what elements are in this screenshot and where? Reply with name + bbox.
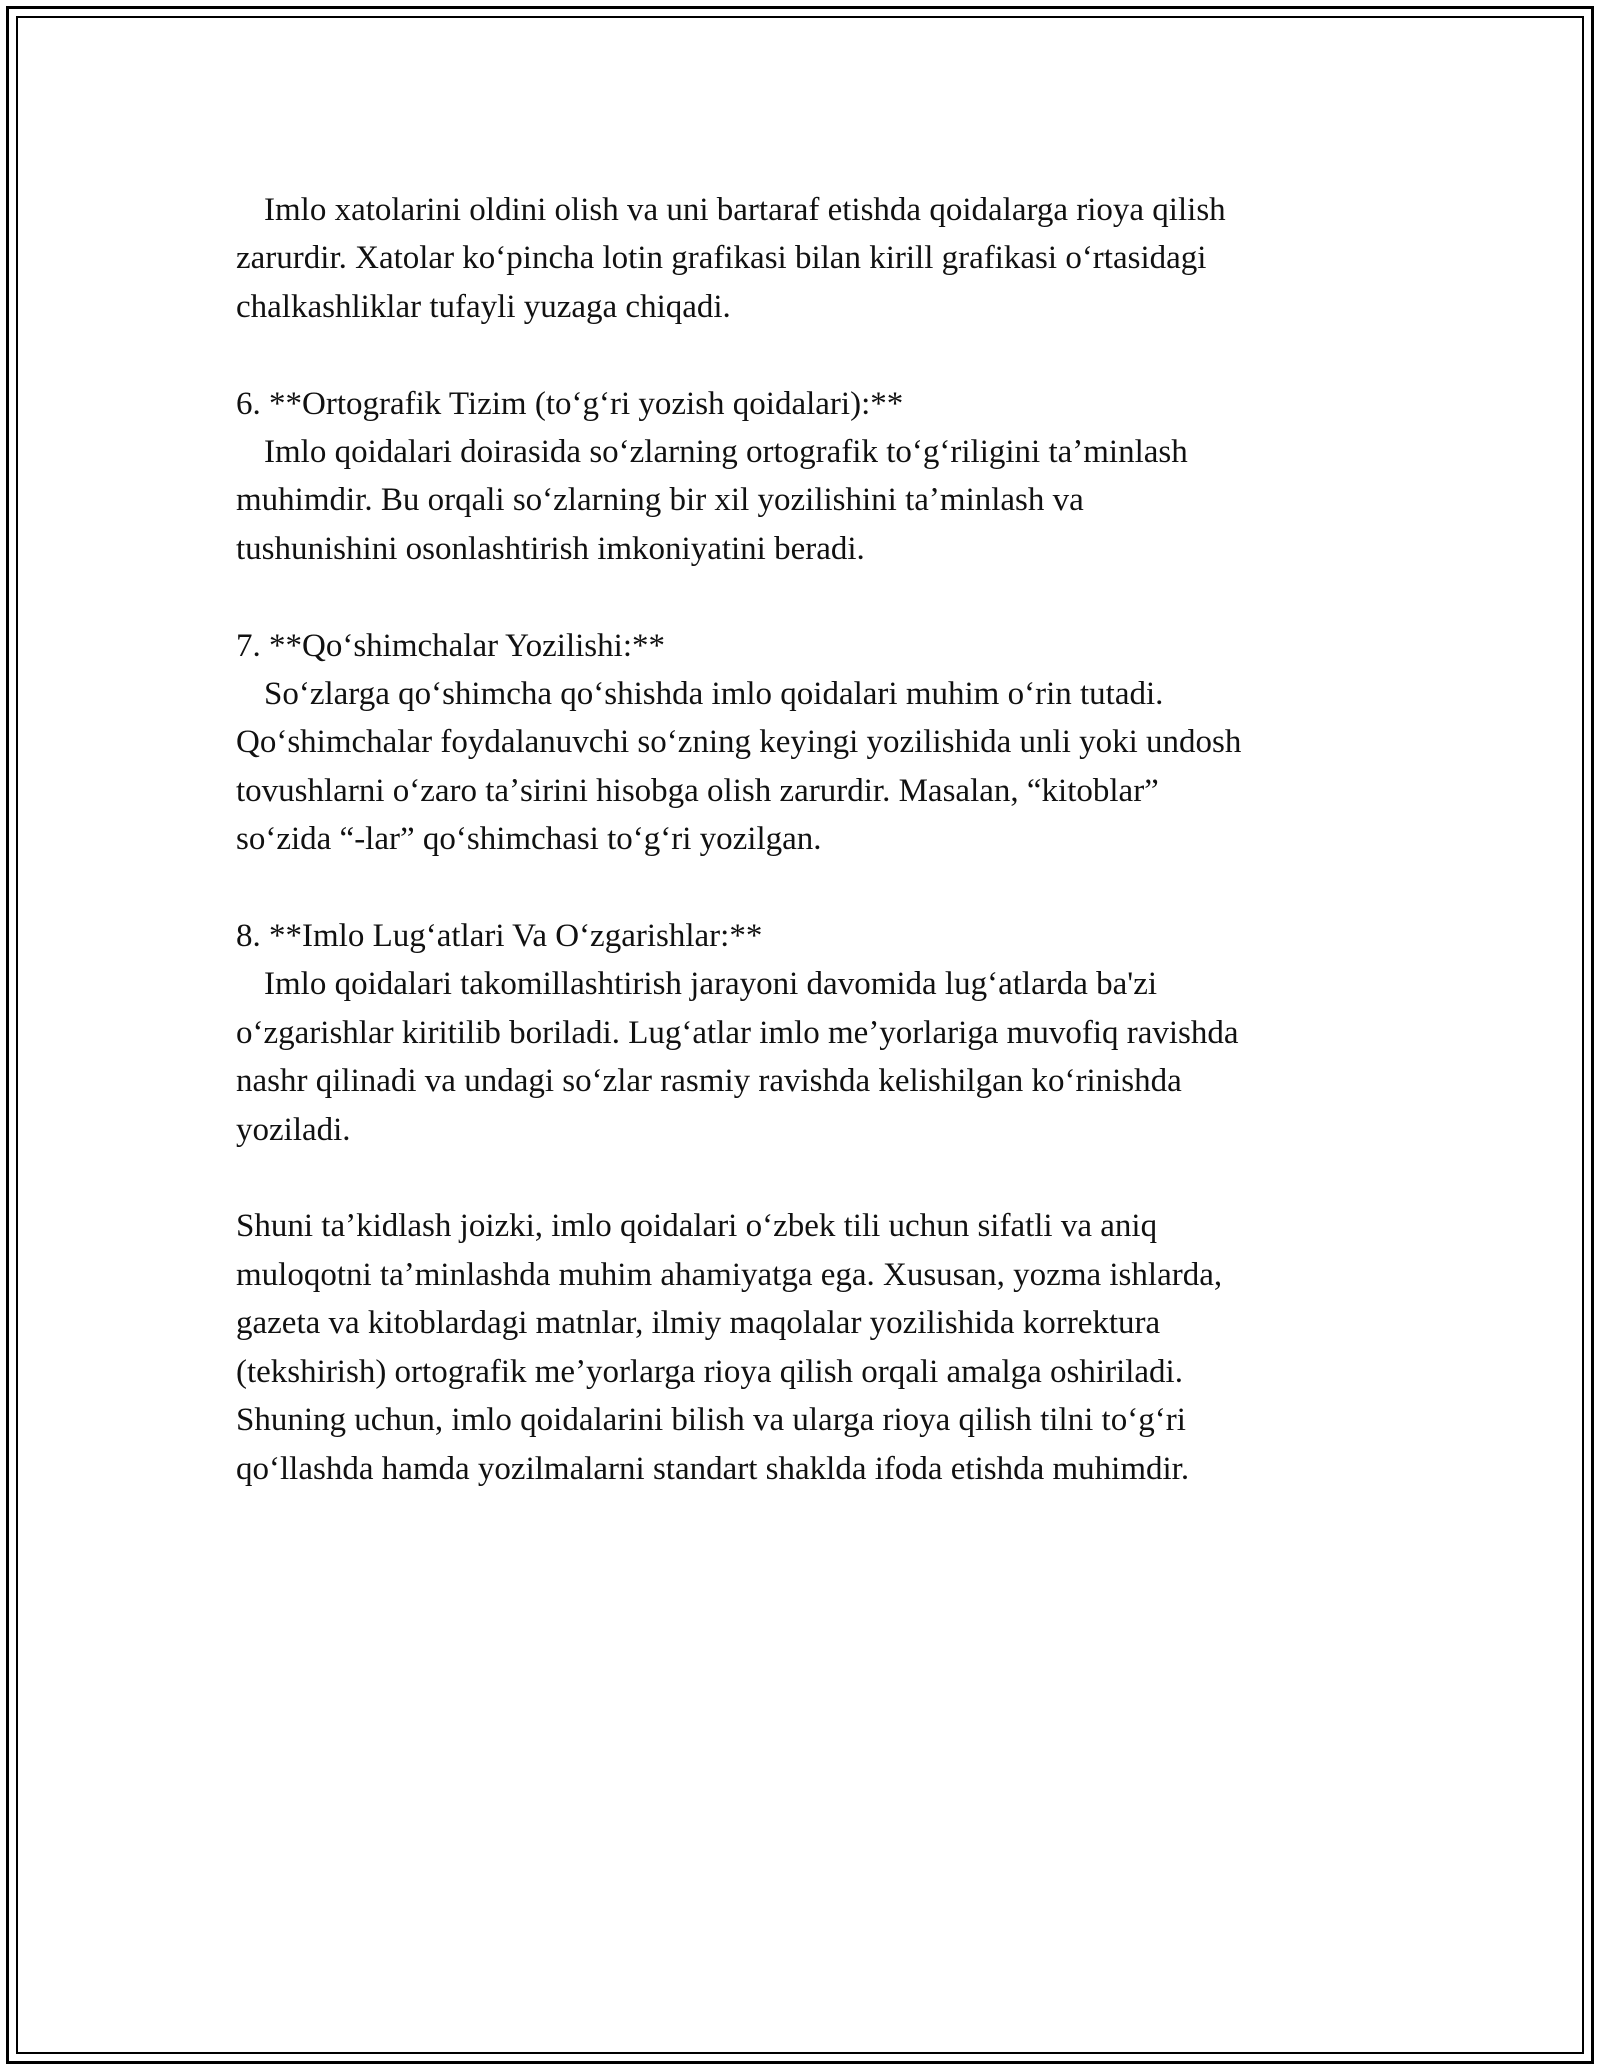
text-line: gazeta va kitoblardagi matnlar, ilmiy maqolalar yozilishida korrektura bbox=[236, 1305, 1161, 1342]
text-line: muhimdir. Bu orqali soʻzlarning bir xil yozilishini taʼminlash va bbox=[236, 482, 1084, 519]
text-line: Soʻzlarga qoʻshimcha qoʻshishda imlo qoidalari muhim oʻrin tutadi. bbox=[264, 676, 1164, 713]
document-body bbox=[236, 186, 1386, 1493]
text-line: muloqotni taʼminlashda muhim ahamiyatga ega. Xususan, yozma ishlarda, bbox=[236, 1256, 1223, 1293]
text-line: tovushlarni oʻzaro taʼsirini hisobga olish zarurdir. Masalan, “kitoblar” bbox=[236, 772, 1159, 809]
text-line: oʻzgarishlar kiritilib boriladi. Lugʻatlar imlo meʼyorlariga muvofiq ravishda bbox=[236, 1014, 1239, 1051]
text-line: qoʻllashda hamda yozilmalarni standart shaklda ifoda etishda muhimdir. bbox=[236, 1450, 1190, 1487]
text-line: Imlo xatolarini oldini olish va uni bartaraf etishda qoidalarga rioya qilish bbox=[264, 192, 1226, 228]
text-line: Shuning uchun, imlo qoidalarini bilish va ularga rioya qilish tilni toʻgʻri bbox=[236, 1402, 1186, 1439]
paragraph-spacer bbox=[236, 864, 1386, 912]
section-heading: 8. **Imlo Lugʻatlari Va Oʻzgarishlar:** bbox=[236, 918, 763, 955]
paragraph-spacer bbox=[236, 331, 1386, 379]
intro-paragraph bbox=[236, 186, 1386, 331]
text-line: (tekshirish) ortografik meʼyorlarga rioya qilish orqali amalga oshiriladi. bbox=[236, 1353, 1183, 1390]
text-line: zarurdir. Xatolar koʻpincha lotin grafikasi bilan kirill grafikasi oʻrtasidagi bbox=[236, 240, 1207, 277]
text-line: yoziladi. bbox=[236, 1111, 351, 1148]
text-line: Qoʻshimchalar foydalanuvchi soʻzning keyingi yozilishida unli yoki undosh bbox=[236, 724, 1242, 761]
section-6 bbox=[236, 380, 1386, 574]
section-heading: 7. **Qoʻshimchalar Yozilishi:** bbox=[236, 627, 665, 664]
text-line: Imlo qoidalari takomillashtirish jarayoni davomida lugʻatlarda ba'zi bbox=[264, 966, 1158, 1003]
conclusion-paragraph bbox=[236, 1202, 1386, 1492]
text-line: chalkashliklar tufayli yuzaga chiqadi. bbox=[236, 288, 731, 325]
paragraph-spacer bbox=[236, 1154, 1386, 1202]
text-line: Shuni taʼkidlash joizki, imlo qoidalari oʻzbek tili uchun sifatli va aniq bbox=[236, 1208, 1158, 1245]
paragraph-spacer bbox=[236, 573, 1386, 621]
section-7 bbox=[236, 622, 1386, 864]
text-line: Imlo qoidalari doirasida soʻzlarning ortografik toʻgʻriligini taʼminlash bbox=[264, 434, 1188, 471]
text-line: tushunishini osonlashtirish imkoniyatini beradi. bbox=[236, 530, 865, 567]
section-8 bbox=[236, 912, 1386, 1154]
text-line: soʻzida “-lar” qoʻshimchasi toʻgʻri yozilgan. bbox=[236, 821, 822, 858]
text-line: nashr qilinadi va undagi soʻzlar rasmiy ravishda kelishilgan koʻrinishda bbox=[236, 1063, 1182, 1100]
section-heading: 6. **Ortografik Tizim (toʻgʻri yozish qoidalari):** bbox=[236, 385, 904, 422]
